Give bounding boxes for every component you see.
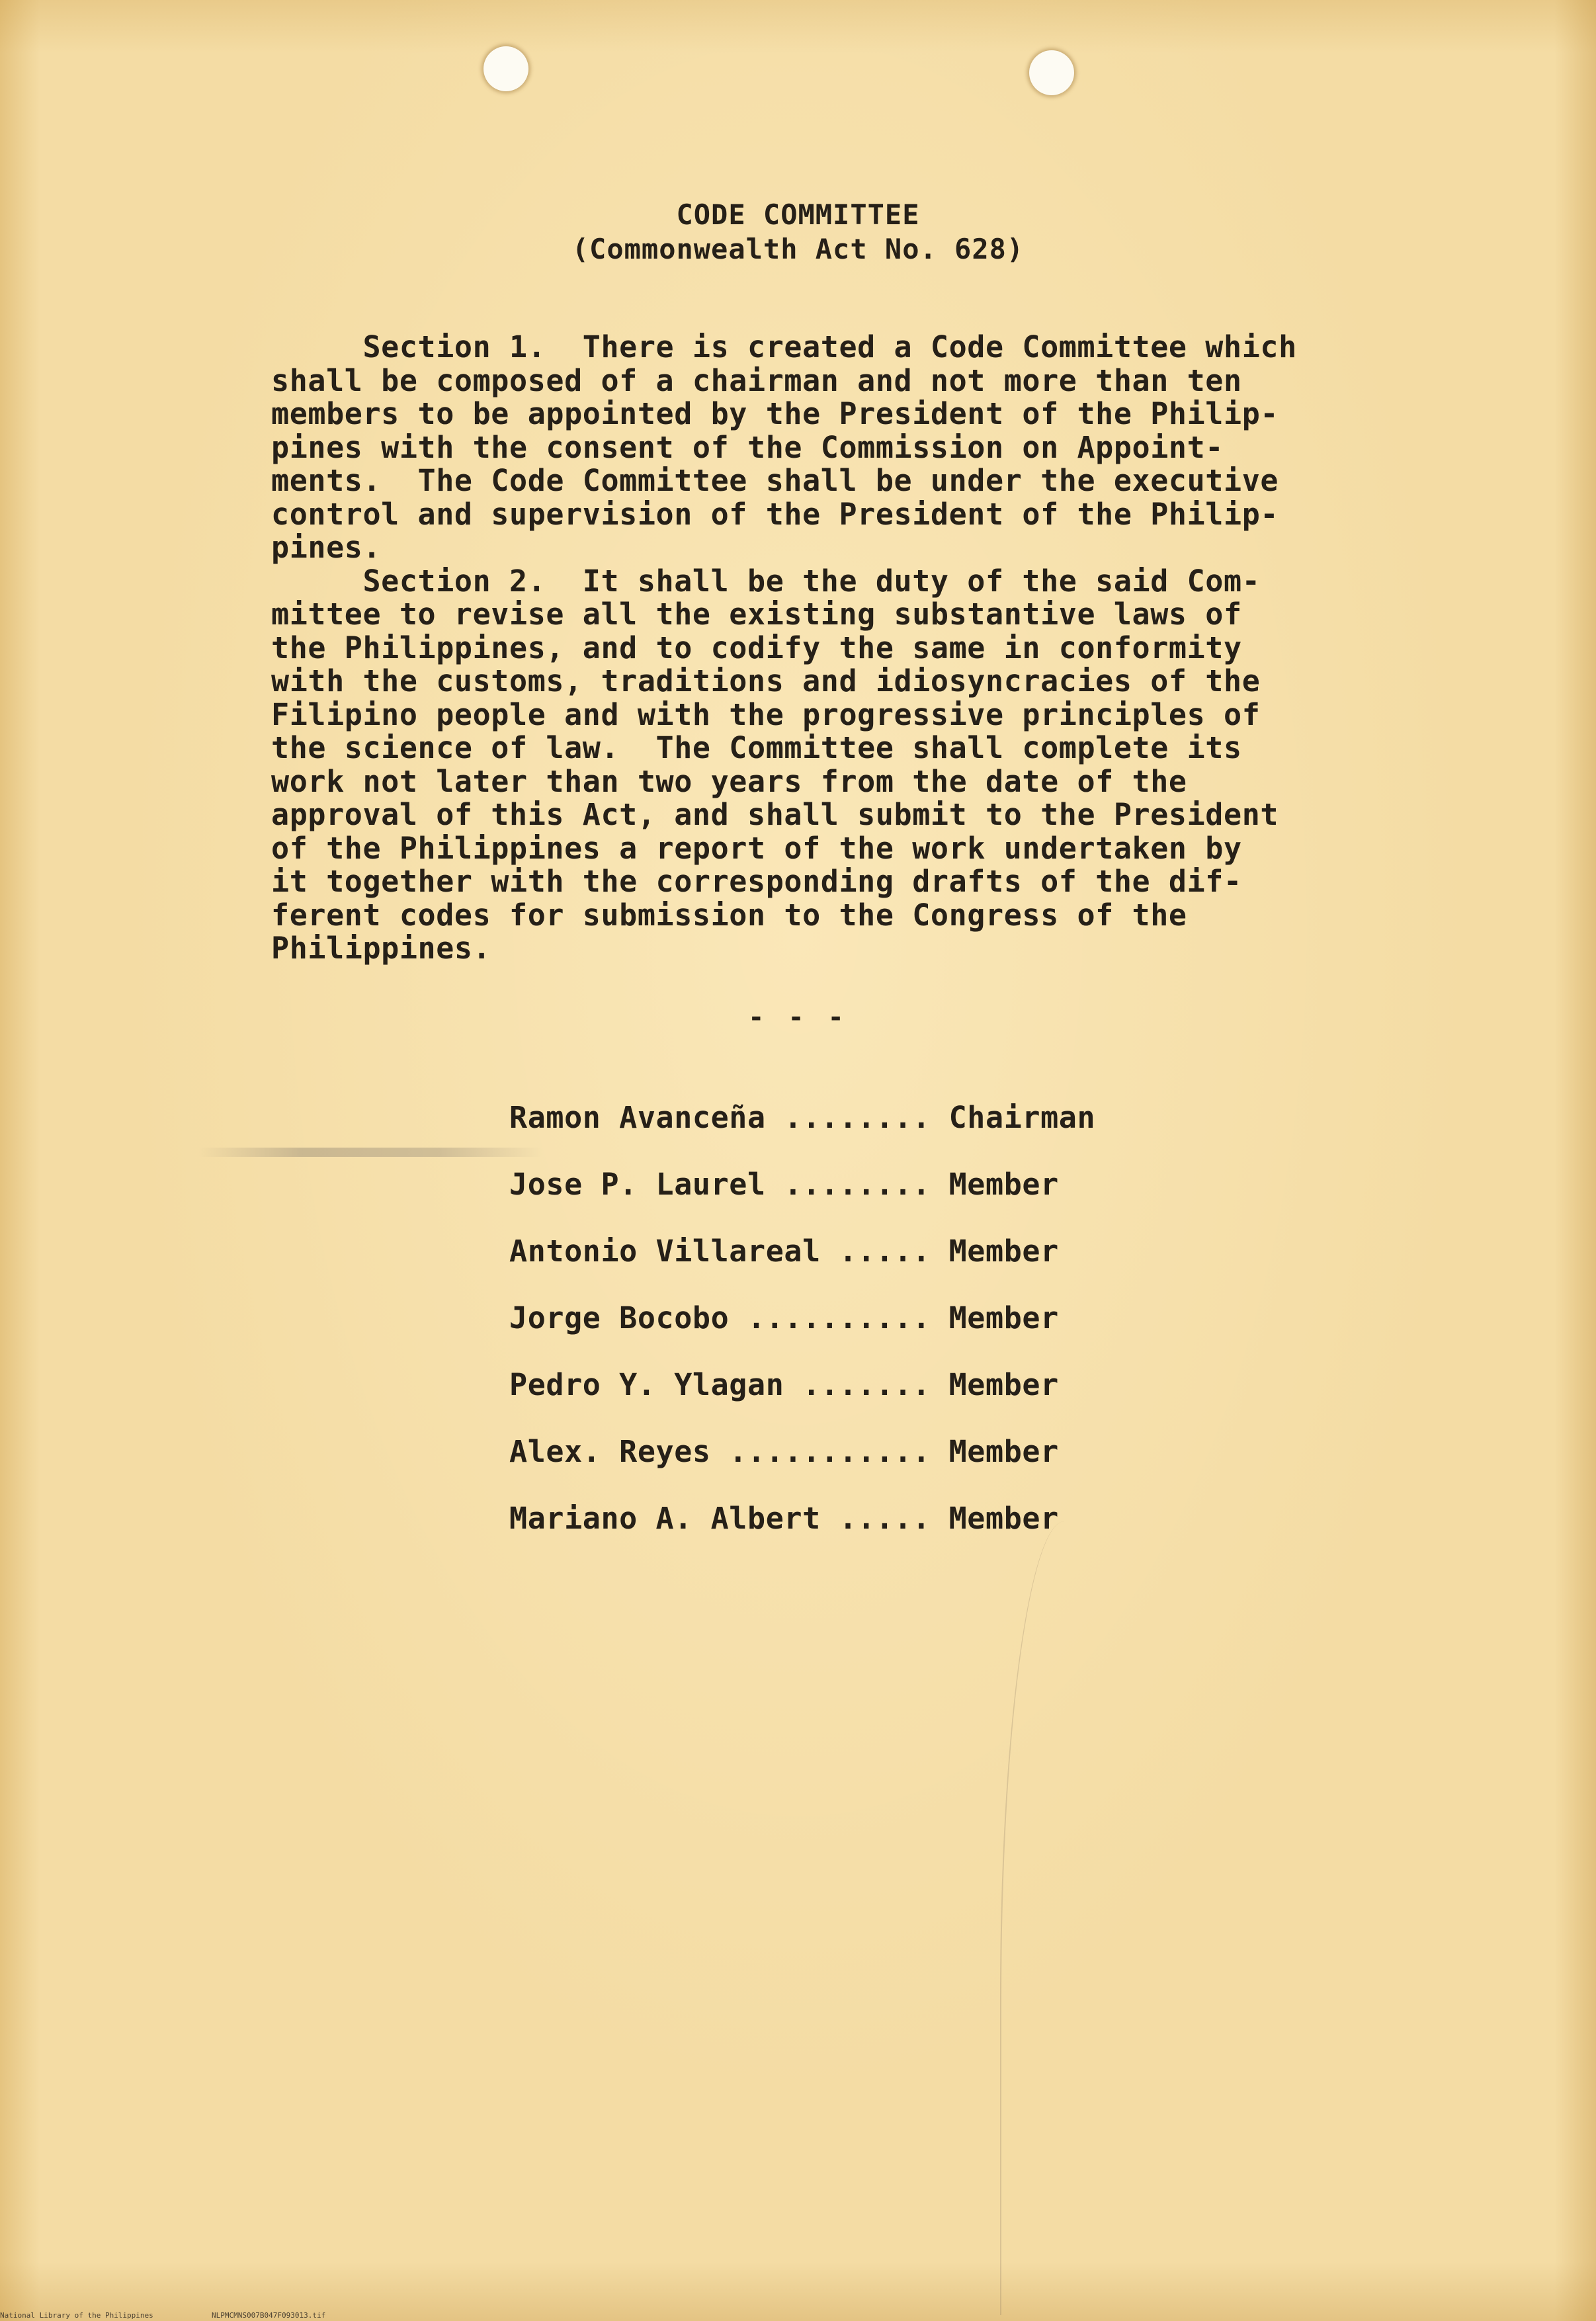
scan-footer-file: NLPMCMNS007B047F093013.tif xyxy=(212,2311,326,2320)
body-line: approval of this Act, and shall submit to the President xyxy=(271,797,1279,832)
punch-hole-right xyxy=(1029,50,1074,95)
body-line: Section 1. There is created a Code Committee which xyxy=(271,329,1297,364)
body-line: mittee to revise all the existing substantive laws of xyxy=(271,597,1242,632)
document-subtitle: (Commonwealth Act No. 628) xyxy=(571,233,1025,265)
body-line: Philippines. xyxy=(271,931,491,966)
body-line: Section 2. It shall be the duty of the said Com- xyxy=(271,563,1261,599)
roster-entry: Pedro Y. Ylagan ....... Member xyxy=(509,1367,1059,1402)
roster-entry-chairman: Ramon Avanceña ........ Chairman xyxy=(509,1100,1096,1135)
body-line: ments. The Code Committee shall be under the executive xyxy=(271,463,1279,498)
section-separator: - - - xyxy=(748,1002,848,1033)
body-line: Filipino people and with the progressive principles of xyxy=(271,696,1261,732)
committee-roster xyxy=(509,1095,1095,1562)
body-line: work not later than two years from the date of the xyxy=(271,763,1187,799)
body-line: members to be appointed by the President of the Philip- xyxy=(271,396,1279,431)
body-line: pines with the consent of the Commission on Appoint- xyxy=(271,429,1224,465)
body-line: the science of law. The Committee shall complete its xyxy=(271,730,1242,765)
body-line: shall be composed of a chairman and not more than ten xyxy=(271,362,1242,398)
body-line: ferent codes for submission to the Congress of the xyxy=(271,897,1187,933)
act-body xyxy=(271,331,1442,966)
punch-hole-left xyxy=(483,46,528,91)
erased-pencil-mark xyxy=(198,1148,542,1157)
roster-entry: Jose P. Laurel ........ Member xyxy=(509,1167,1059,1202)
roster-entry: Jorge Bocobo .......... Member xyxy=(509,1300,1059,1335)
scan-footer-library: National Library of the Philippines xyxy=(0,2311,153,2320)
roster-entry: Mariano A. Albert ..... Member xyxy=(509,1501,1059,1536)
body-line: the Philippines, and to codify the same in conformity xyxy=(271,630,1242,665)
body-line: of the Philippines a report of the work undertaken by xyxy=(271,830,1242,866)
body-line: with the customs, traditions and idiosyncracies of the xyxy=(271,663,1261,698)
document-title: CODE COMMITTEE xyxy=(676,198,920,231)
body-line: it together with the corresponding drafts of the dif- xyxy=(271,864,1242,899)
roster-entry: Antonio Villareal ..... Member xyxy=(509,1234,1059,1269)
roster-entry: Alex. Reyes ........... Member xyxy=(509,1434,1059,1469)
body-line: pines. xyxy=(271,530,382,565)
body-line: control and supervision of the President of the Philip- xyxy=(271,496,1279,532)
